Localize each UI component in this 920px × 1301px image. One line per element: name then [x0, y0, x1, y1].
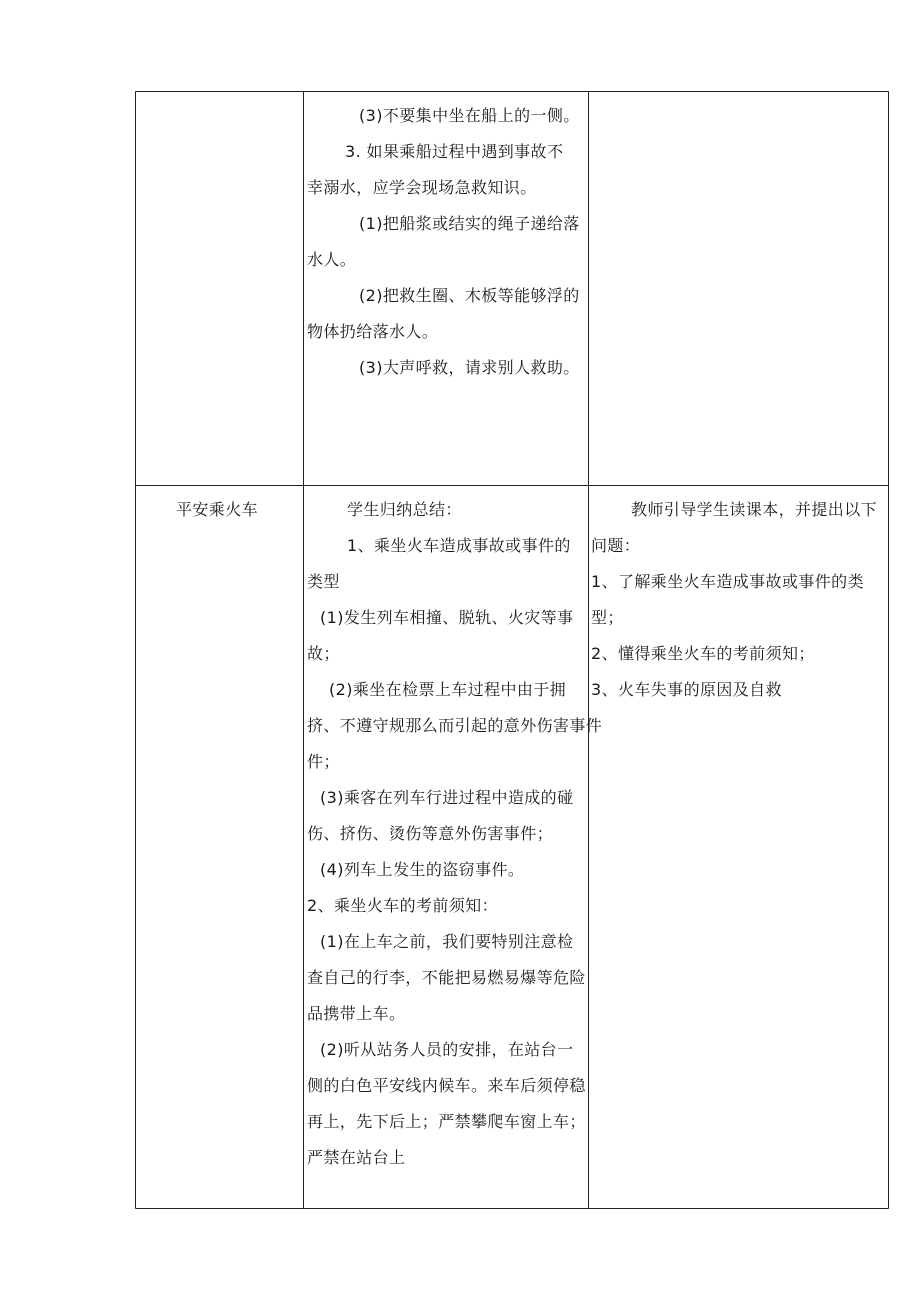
text-line: (1)在上车之前，我们要特别注意检: [320, 932, 574, 951]
text-line: 型；: [591, 608, 624, 627]
text-line: 侧的白色平安线内候车。来车后须停稳: [307, 1076, 586, 1095]
text-line: 严禁在站台上: [307, 1148, 406, 1167]
text-line: (4)列车上发生的盗窃事件。: [320, 860, 525, 879]
row2-col1-title: 平安乘火车: [176, 500, 259, 519]
text-line: 再上，先下后上；严禁攀爬车窗上车；: [307, 1112, 586, 1131]
text-line: 2、乘坐火车的考前须知：: [307, 896, 498, 915]
text-line: 查自己的行李，不能把易燃易爆等危险: [307, 968, 586, 987]
text-line: 类型: [307, 572, 340, 591]
text-line: 品携带上车。: [307, 1004, 406, 1023]
text-line: 1、乘坐火车造成事故或事件的: [347, 536, 571, 555]
text-line: 2、懂得乘坐火车的考前须知；: [591, 644, 815, 663]
text-line: 问题：: [591, 536, 641, 555]
text-line: 3. 如果乘船过程中遇到事故不: [345, 142, 564, 161]
text-line: 1、了解乘坐火车造成事故或事件的类: [591, 572, 864, 591]
text-line: 物体扔给落水人。: [307, 322, 439, 341]
row1-col2-text: [307, 98, 589, 386]
row2-col3-text: [591, 492, 887, 708]
text-line: (2)乘坐在检票上车过程中由于拥: [329, 680, 567, 699]
text-line: 3、火车失事的原因及自救: [591, 680, 782, 699]
text-line: 幸溺水，应学会现场急救知识。: [307, 178, 537, 197]
text-line: 学生归纳总结：: [347, 500, 462, 519]
text-line: (1)把船浆或结实的绳子递给落: [359, 214, 580, 233]
text-line: (3)乘客在列车行进过程中造成的碰: [320, 788, 574, 807]
text-line: 件；: [307, 752, 340, 771]
row2-col2-text: [307, 492, 603, 1176]
text-line: (3)不要集中坐在船上的一侧。: [359, 106, 580, 125]
text-line: (2)把救生圈、木板等能够浮的: [359, 286, 580, 305]
text-line: (3)大声呼救，请求别人救助。: [359, 358, 580, 377]
text-line: 伤、挤伤、烫伤等意外伤害事件；: [307, 824, 554, 843]
text-line: 故；: [307, 644, 340, 663]
text-line: (1)发生列车相撞、脱轨、火灾等事: [320, 608, 574, 627]
text-line: 挤、不遵守规那么而引起的意外伤害事件: [307, 716, 603, 735]
text-line: 水人。: [307, 250, 357, 269]
text-line: (2)听从站务人员的安排，在站台一: [320, 1040, 574, 1059]
text-line: 教师引导学生读课本，并提出以下: [631, 500, 878, 519]
